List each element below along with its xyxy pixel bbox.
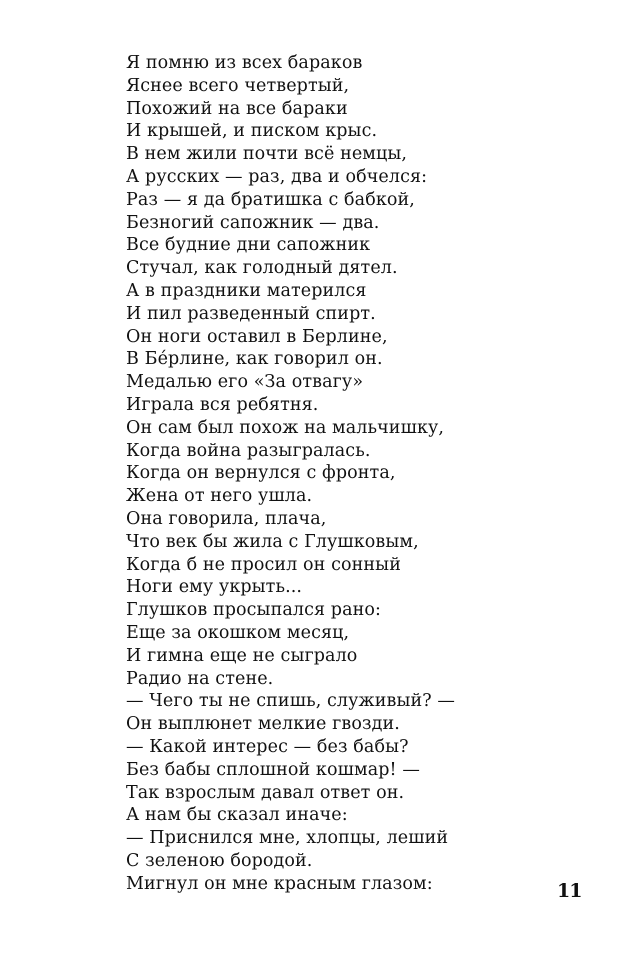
poem-line: Так взрослым давал ответ он. <box>126 782 405 803</box>
poem-line: С зеленою бородой. <box>126 850 313 871</box>
poem-line: Все будние дни сапожник <box>126 235 371 256</box>
poem-line: А нам бы сказал иначе: <box>126 805 348 826</box>
poem-line: — Чего ты не спишь, служивый? — <box>126 691 455 712</box>
poem-line: Медалью его «За отвагу» <box>126 372 364 393</box>
poem-line: Она говорила, плача, <box>126 508 327 529</box>
poem-text <box>126 52 596 895</box>
poem-line: Я помню из всех бараков <box>126 53 363 73</box>
poem-line: И пил разведенный спирт. <box>126 303 376 324</box>
poem-line: Играла вся ребятня. <box>126 394 319 415</box>
poem-line: Когда он вернулся с фронта, <box>126 463 396 484</box>
poem-line: Еще за окошком месяц, <box>126 622 350 643</box>
poem-line: В нем жили почти всё немцы, <box>126 144 408 165</box>
poem-line: — Приснился мне, хлопцы, леший <box>126 828 449 849</box>
poem-line: Он ноги оставил в Берлине, <box>126 326 388 347</box>
poem-line: Что век бы жила с Глушковым, <box>126 531 419 552</box>
poem-line: И гимна еще не сыграло <box>126 645 358 666</box>
poem-line: Когда война разыгралась. <box>126 440 371 461</box>
poem-line: — Какой интерес — без бабы? <box>126 736 409 757</box>
poem-line: А русских — раз, два и обчелся: <box>126 166 428 187</box>
poem-line: Он сам был похож на мальчишку, <box>126 417 445 438</box>
poem-line: Радио на стене. <box>126 668 274 689</box>
poem-line: Раз — я да братишка с бабкой, <box>126 189 415 210</box>
poem-line: Он выплюнет мелкие гвозди. <box>126 714 400 735</box>
poem-line: В Бе́рлине, как говорил он. <box>126 349 383 370</box>
poem-line: А в праздники матерился <box>126 280 367 301</box>
poem-line: Без бабы сплошной кошмар! — <box>126 759 420 780</box>
poem-line: Стучал, как голодный дятел. <box>126 258 398 279</box>
poem-line: Жена от него ушла. <box>126 486 313 507</box>
poem-line: Ноги ему укрыть... <box>126 577 303 598</box>
poem-line: Похожий на все бараки <box>126 98 348 119</box>
poem-line: И крышей, и писком крыс. <box>126 121 378 142</box>
poem-line: Когда б не просил он сонный <box>126 554 401 575</box>
poem-line: Глушков просыпался рано: <box>126 600 382 621</box>
page-number: 11 <box>557 880 582 902</box>
poem-line: Мигнул он мне красным глазом: <box>126 873 433 894</box>
poem-line: Безногий сапожник — два. <box>126 212 380 233</box>
poem-line: Яснее всего четвертый, <box>126 75 350 96</box>
